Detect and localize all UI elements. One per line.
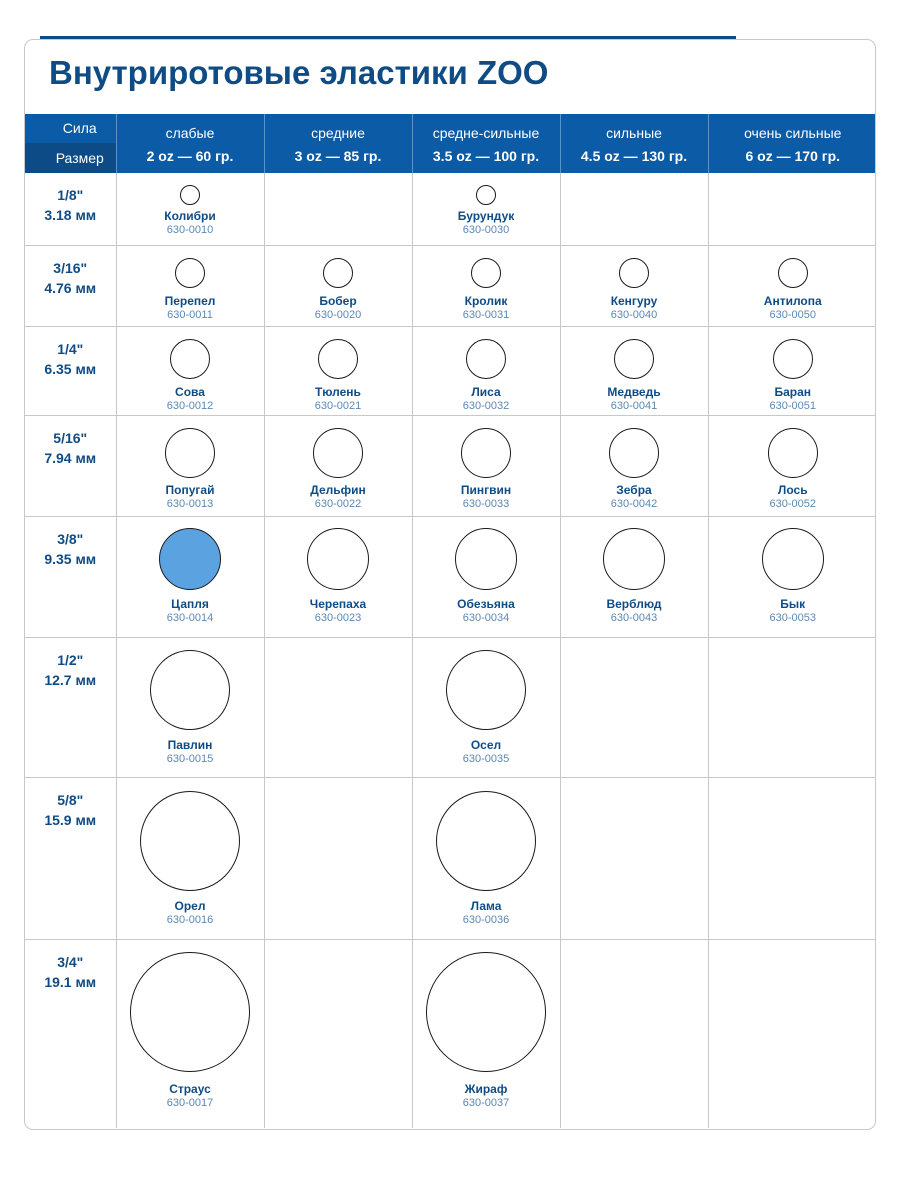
size-inch: 5/16" xyxy=(53,429,88,446)
elastic-cell xyxy=(264,516,412,637)
size-mm: 7.94 мм xyxy=(44,449,97,466)
product-code: 630-0010 xyxy=(166,224,214,236)
product-code: 630-0014 xyxy=(166,611,214,624)
empty-cell xyxy=(708,173,876,245)
animal-name: Перепел xyxy=(164,293,216,308)
elastic-size-circle xyxy=(773,339,813,379)
product-code: 630-0017 xyxy=(166,1096,214,1109)
elastic-size-circle xyxy=(778,258,808,288)
animal-name: Черепаха xyxy=(309,596,367,611)
animal-name: Баран xyxy=(774,384,812,399)
empty-cell xyxy=(264,637,412,777)
animal-name: Орел xyxy=(174,898,206,913)
column-header xyxy=(116,114,264,173)
size-cell xyxy=(25,637,116,777)
elastic-cell xyxy=(708,415,876,516)
table-row xyxy=(25,637,876,777)
product-code: 630-0022 xyxy=(314,497,362,510)
empty-cell xyxy=(708,777,876,939)
elastic-size-circle xyxy=(140,791,240,891)
column-name: очень сильные xyxy=(744,125,842,141)
size-mm: 15.9 мм xyxy=(44,811,97,828)
elastic-size-circle xyxy=(461,428,511,478)
size-inch: 1/4" xyxy=(57,340,84,357)
elastic-size-circle xyxy=(446,650,526,730)
size-mm: 19.1 мм xyxy=(44,973,97,990)
elastic-size-circle xyxy=(436,791,536,891)
size-inch: 3/16" xyxy=(53,259,88,276)
product-code: 630-0042 xyxy=(610,497,658,510)
elastic-cell xyxy=(412,173,560,245)
elastic-cell xyxy=(116,777,264,939)
animal-name: Колибри xyxy=(164,209,216,223)
elastic-cell xyxy=(560,415,708,516)
elastic-cell xyxy=(264,326,412,415)
column-weight: 3.5 oz — 100 гр. xyxy=(432,148,540,164)
elastic-cell xyxy=(560,516,708,637)
chart-card xyxy=(24,39,876,1130)
elastic-cell xyxy=(264,415,412,516)
animal-name: Жираф xyxy=(464,1081,508,1096)
animal-name: Кенгуру xyxy=(610,293,658,308)
size-mm: 9.35 мм xyxy=(44,550,97,567)
product-code: 630-0033 xyxy=(462,497,510,510)
elastic-size-circle-highlighted xyxy=(159,528,221,590)
product-code: 630-0032 xyxy=(462,399,510,412)
animal-name: Цапля xyxy=(171,596,209,611)
empty-cell xyxy=(708,637,876,777)
size-cell xyxy=(25,516,116,637)
elastic-cell xyxy=(412,245,560,326)
elastic-cell xyxy=(708,245,876,326)
elastic-cell xyxy=(708,326,876,415)
column-name: средне-сильные xyxy=(432,125,540,141)
size-inch: 3/8" xyxy=(57,530,84,547)
elastics-table xyxy=(25,114,876,1128)
product-code: 630-0053 xyxy=(769,611,816,624)
animal-name: Бобер xyxy=(319,293,357,308)
size-cell xyxy=(25,245,116,326)
elastic-size-circle xyxy=(466,339,506,379)
size-label: Размер xyxy=(25,143,116,173)
animal-name: Страус xyxy=(169,1081,211,1096)
elastic-size-circle xyxy=(614,339,654,379)
animal-name: Бык xyxy=(780,596,806,611)
product-code: 630-0037 xyxy=(462,1096,510,1109)
empty-cell xyxy=(560,637,708,777)
elastic-size-circle xyxy=(603,528,665,590)
empty-cell xyxy=(560,173,708,245)
column-weight: 6 oz — 170 гр. xyxy=(745,148,841,164)
size-mm: 4.76 мм xyxy=(44,279,97,296)
product-code: 630-0043 xyxy=(610,611,658,624)
size-inch: 5/8" xyxy=(57,791,84,808)
product-code: 630-0052 xyxy=(769,497,816,510)
elastic-cell xyxy=(116,637,264,777)
size-inch: 3/4" xyxy=(57,953,84,970)
corner-header xyxy=(25,114,116,173)
size-cell xyxy=(25,939,116,1128)
size-mm: 3.18 мм xyxy=(44,207,97,223)
product-code: 630-0050 xyxy=(769,308,816,321)
animal-name: Попугай xyxy=(165,482,215,497)
elastic-cell xyxy=(116,516,264,637)
elastic-cell xyxy=(412,939,560,1128)
elastic-size-circle xyxy=(318,339,358,379)
elastic-size-circle xyxy=(165,428,215,478)
size-inch: 1/2" xyxy=(57,651,84,668)
empty-cell xyxy=(560,777,708,939)
column-weight: 2 oz — 60 гр. xyxy=(146,148,234,164)
product-code: 630-0031 xyxy=(462,308,510,321)
elastic-size-circle xyxy=(180,185,200,205)
column-name: слабые xyxy=(165,125,215,141)
product-code: 630-0013 xyxy=(166,497,214,510)
elastic-size-circle xyxy=(313,428,363,478)
empty-cell xyxy=(264,777,412,939)
column-header xyxy=(560,114,708,173)
product-code: 630-0036 xyxy=(462,913,510,926)
column-weight: 4.5 oz — 130 гр. xyxy=(580,148,688,164)
elastic-cell xyxy=(116,326,264,415)
elastic-cell xyxy=(116,173,264,245)
elastic-size-circle xyxy=(455,528,517,590)
size-cell xyxy=(25,777,116,939)
size-cell xyxy=(25,173,116,245)
product-code: 630-0030 xyxy=(462,224,510,236)
empty-cell xyxy=(560,939,708,1128)
product-code: 630-0023 xyxy=(314,611,362,624)
product-code: 630-0020 xyxy=(314,308,362,321)
empty-cell xyxy=(708,939,876,1128)
animal-name: Дельфин xyxy=(310,482,366,497)
elastic-cell xyxy=(708,516,876,637)
product-code: 630-0040 xyxy=(610,308,658,321)
product-code: 630-0011 xyxy=(167,308,213,321)
elastic-size-circle xyxy=(323,258,353,288)
table-row xyxy=(25,516,876,637)
product-code: 630-0034 xyxy=(462,611,510,624)
column-weight: 3 oz — 85 гр. xyxy=(294,148,382,164)
column-name: средние xyxy=(311,125,365,141)
size-mm: 12.7 мм xyxy=(44,671,97,688)
animal-name: Антилопа xyxy=(763,293,822,308)
elastic-size-circle xyxy=(175,258,205,288)
animal-name: Пингвин xyxy=(460,482,512,497)
product-code: 630-0041 xyxy=(610,399,658,412)
elastic-cell xyxy=(560,326,708,415)
elastic-cell xyxy=(560,245,708,326)
table-row xyxy=(25,939,876,1128)
elastic-cell xyxy=(412,777,560,939)
page-title: Внутриротовые эластики ZOO xyxy=(49,54,549,91)
animal-name: Бурундук xyxy=(457,209,515,223)
elastic-cell xyxy=(116,415,264,516)
elastic-cell xyxy=(116,245,264,326)
size-inch: 1/8" xyxy=(57,187,84,203)
elastic-size-circle xyxy=(609,428,659,478)
animal-name: Лиса xyxy=(471,384,501,399)
column-name: сильные xyxy=(606,125,662,141)
product-code: 630-0015 xyxy=(166,752,214,765)
product-code: 630-0021 xyxy=(314,399,362,412)
product-code: 630-0051 xyxy=(769,399,816,412)
animal-name: Зебра xyxy=(616,482,652,497)
elastic-size-circle xyxy=(150,650,230,730)
column-header xyxy=(264,114,412,173)
column-header xyxy=(708,114,876,173)
table-row xyxy=(25,245,876,326)
elastic-size-circle xyxy=(476,185,496,205)
header-row xyxy=(25,114,876,173)
elastic-size-circle xyxy=(762,528,824,590)
animal-name: Тюлень xyxy=(315,384,361,399)
column-header xyxy=(412,114,560,173)
table-row xyxy=(25,415,876,516)
elastic-size-circle xyxy=(619,258,649,288)
elastic-size-circle xyxy=(768,428,818,478)
animal-name: Медведь xyxy=(607,384,661,399)
size-mm: 6.35 мм xyxy=(44,360,97,377)
animal-name: Кролик xyxy=(464,293,508,308)
animal-name: Павлин xyxy=(167,737,213,752)
elastic-cell xyxy=(412,326,560,415)
table-row xyxy=(25,777,876,939)
elastic-cell xyxy=(412,637,560,777)
table-row xyxy=(25,326,876,415)
table-row xyxy=(25,173,876,245)
elastic-cell xyxy=(116,939,264,1128)
product-code: 630-0035 xyxy=(462,752,510,765)
animal-name: Лось xyxy=(777,482,808,497)
elastic-size-circle xyxy=(426,952,546,1072)
elastic-size-circle xyxy=(170,339,210,379)
product-code: 630-0012 xyxy=(166,399,214,412)
animal-name: Лама xyxy=(470,898,502,913)
animal-name: Обезьяна xyxy=(457,596,515,611)
elastic-size-circle xyxy=(307,528,369,590)
animal-name: Верблюд xyxy=(606,596,662,611)
size-cell xyxy=(25,415,116,516)
empty-cell xyxy=(264,173,412,245)
elastic-size-circle xyxy=(130,952,250,1072)
empty-cell xyxy=(264,939,412,1128)
elastic-cell xyxy=(264,245,412,326)
animal-name: Осел xyxy=(470,737,502,752)
product-code: 630-0016 xyxy=(166,913,214,926)
size-cell xyxy=(25,326,116,415)
elastic-cell xyxy=(412,516,560,637)
elastic-size-circle xyxy=(471,258,501,288)
strength-label: Сила xyxy=(62,120,97,136)
elastic-cell xyxy=(412,415,560,516)
animal-name: Сова xyxy=(175,384,205,399)
